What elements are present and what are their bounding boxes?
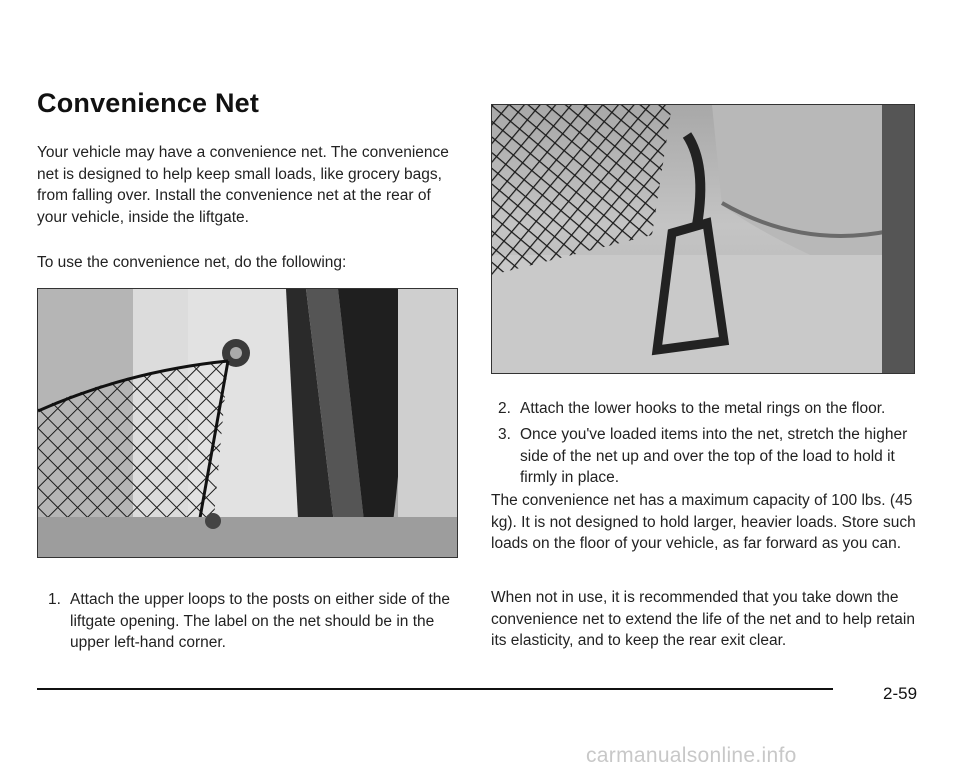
- step-number: 3.: [498, 426, 511, 443]
- footer-divider: [37, 688, 833, 690]
- watermark: carmanualsonline.info: [586, 744, 797, 767]
- step-text: Attach the lower hooks to the metal rings on the floor.: [520, 400, 886, 417]
- step-number: 2.: [498, 400, 511, 417]
- step-2: [498, 398, 918, 420]
- capacity-paragraph: The convenience net has a maximum capacity of 100 lbs. (45 kg). It is not designed to hold larger, heavier loads. Store such loads on the floor of your vehicle, as far forward as you can.: [491, 492, 916, 552]
- step-3: [498, 424, 908, 489]
- page-number: 2-59: [883, 684, 918, 703]
- use-intro-paragraph: To use the convenience net, do the following:: [37, 254, 347, 271]
- step-text: Attach the upper loops to the posts on either side of the liftgate opening. The label on the net should be in the upper left-hand corner.: [70, 591, 450, 651]
- net-lower-hooks-image: [492, 105, 914, 373]
- not-in-use-paragraph: When not in use, it is recommended that you take down the convenience net to extend the life of the net and to help retain its elasticity, and to keep the rear exit clear.: [491, 589, 915, 649]
- net-upper-loops-image: [38, 289, 457, 557]
- intro-paragraph: Your vehicle may have a convenience net. The convenience net is designed to help keep small loads, like grocery bags, from falling over. Install the convenience net at the rear of your vehicle, inside the liftgate.: [37, 144, 449, 226]
- photo-upper-loops: [37, 288, 458, 558]
- photo-lower-hooks: [491, 104, 915, 374]
- page-title: Convenience Net: [37, 88, 260, 118]
- step-1: [48, 589, 456, 654]
- step-text: Once you've loaded items into the net, stretch the higher side of the net up and over the top of the load to hold it firmly in place.: [520, 426, 908, 486]
- step-number: 1.: [48, 591, 61, 608]
